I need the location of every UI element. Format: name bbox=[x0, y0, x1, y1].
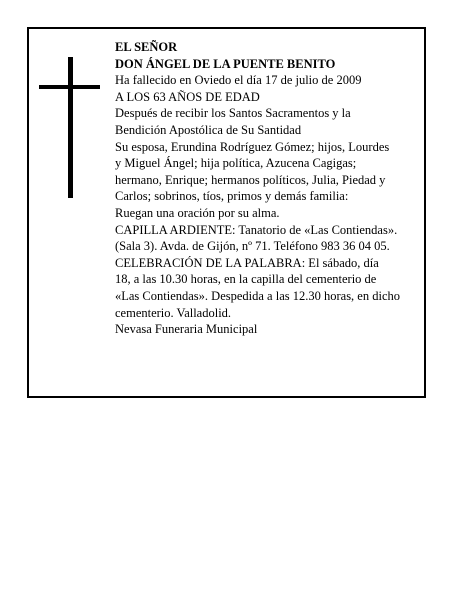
age-line: A LOS 63 AÑOS DE EDAD bbox=[115, 89, 260, 104]
cross-horizontal-bar bbox=[39, 85, 100, 89]
ceremony-line: cementerio. Valladolid. bbox=[115, 305, 232, 320]
wake-line: CAPILLA ARDIENTE: Tanatorio de «Las Contiendas». bbox=[115, 222, 398, 237]
ceremony-line: 18, a las 10.30 horas, en la capilla del cementerio de bbox=[115, 272, 377, 287]
cross-vertical-bar bbox=[68, 57, 73, 198]
family-line: Su esposa, Erundina Rodríguez Gómez; hijos, Lourdes bbox=[115, 139, 390, 154]
death-date-line: Ha fallecido en Oviedo el día 17 de julio de 2009 bbox=[115, 73, 362, 88]
funeral-home-line: Nevasa Funeraria Municipal bbox=[115, 322, 258, 337]
family-line: hermano, Enrique; hermanos políticos, Julia, Piedad y bbox=[115, 172, 386, 187]
notice-text bbox=[115, 39, 427, 338]
ceremony-line: CELEBRACIÓN DE LA PALABRA: El sábado, día bbox=[115, 255, 379, 270]
prayer-line: Ruegan una oración por su alma. bbox=[115, 205, 280, 220]
family-line: y Miguel Ángel; hija política, Azucena Cagigas; bbox=[115, 156, 357, 171]
deceased-name: DON ÁNGEL DE LA PUENTE BENITO bbox=[115, 56, 336, 71]
sacraments-line: Después de recibir los Santos Sacramentos y la bbox=[115, 106, 351, 121]
wake-address-line: (Sala 3). Avda. de Gijón, nº 71. Teléfono 983 36 04 05. bbox=[115, 239, 390, 254]
title-line: EL SEÑOR bbox=[115, 40, 178, 54]
obituary-notice bbox=[27, 27, 426, 398]
blessing-line: Bendición Apostólica de Su Santidad bbox=[115, 122, 302, 137]
ceremony-line: «Las Contiendas». Despedida a las 12.30 horas, en dicho bbox=[115, 288, 401, 303]
family-line: Carlos; sobrinos, tíos, primos y demás familia: bbox=[115, 189, 349, 204]
